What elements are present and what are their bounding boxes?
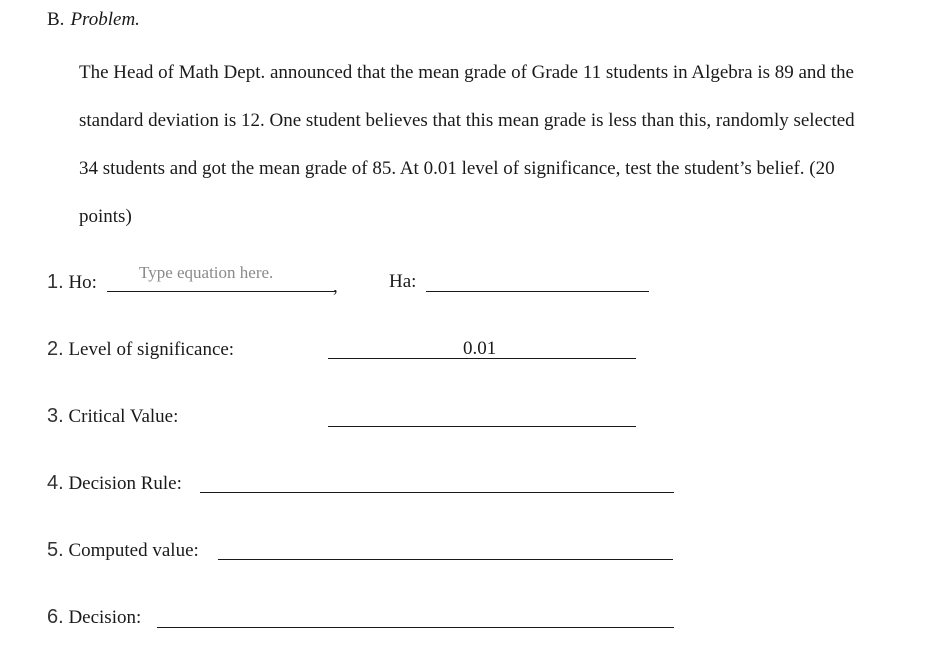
problem-line-4: points) xyxy=(79,206,132,227)
ho-answer-line[interactable] xyxy=(107,291,336,292)
problem-line-2: standard deviation is 12. One student believes that this mean grade is less than this, randomly selected xyxy=(79,110,855,131)
dr-answer-line[interactable] xyxy=(200,492,674,493)
ha-label: Ha: xyxy=(389,271,417,292)
problem-line-3: 34 students and got the mean grade of 85. At 0.01 level of significance, test the student’s belief. (20 xyxy=(79,158,835,179)
item-decision xyxy=(47,606,141,629)
item-level-of-significance xyxy=(47,338,234,361)
ho-comma: , xyxy=(333,276,338,297)
dr-label: Decision Rule: xyxy=(68,473,182,494)
section-heading xyxy=(47,9,140,31)
ho-label: Ho: xyxy=(68,272,97,293)
item-hypotheses xyxy=(47,271,97,294)
section-letter: B. xyxy=(47,9,65,30)
problem-line-1: The Head of Math Dept. announced that the mean grade of Grade 11 students in Algebra is 89 and the xyxy=(79,62,854,83)
item-number: 4. xyxy=(47,472,64,494)
item-number: 3. xyxy=(47,405,64,427)
item-computed-value xyxy=(47,539,199,562)
los-label: Level of significance: xyxy=(68,339,235,360)
cv-label: Critical Value: xyxy=(68,406,179,427)
item-number: 1. xyxy=(47,271,64,293)
los-answer-line[interactable] xyxy=(328,358,636,359)
ho-equation-placeholder[interactable]: Type equation here. xyxy=(139,263,274,282)
cv-answer-line[interactable] xyxy=(328,426,636,427)
dec-label: Decision: xyxy=(68,607,142,628)
los-answer-value[interactable]: 0.01 xyxy=(463,338,497,359)
ha-answer-line[interactable] xyxy=(426,291,649,292)
item-critical-value xyxy=(47,405,178,428)
comp-label: Computed value: xyxy=(68,540,199,561)
item-decision-rule xyxy=(47,472,182,495)
item-number: 5. xyxy=(47,539,64,561)
comp-answer-line[interactable] xyxy=(218,559,673,560)
section-title: Problem. xyxy=(70,9,140,30)
dec-answer-line[interactable] xyxy=(157,627,674,628)
item-number: 2. xyxy=(47,338,64,360)
item-number: 6. xyxy=(47,606,64,628)
